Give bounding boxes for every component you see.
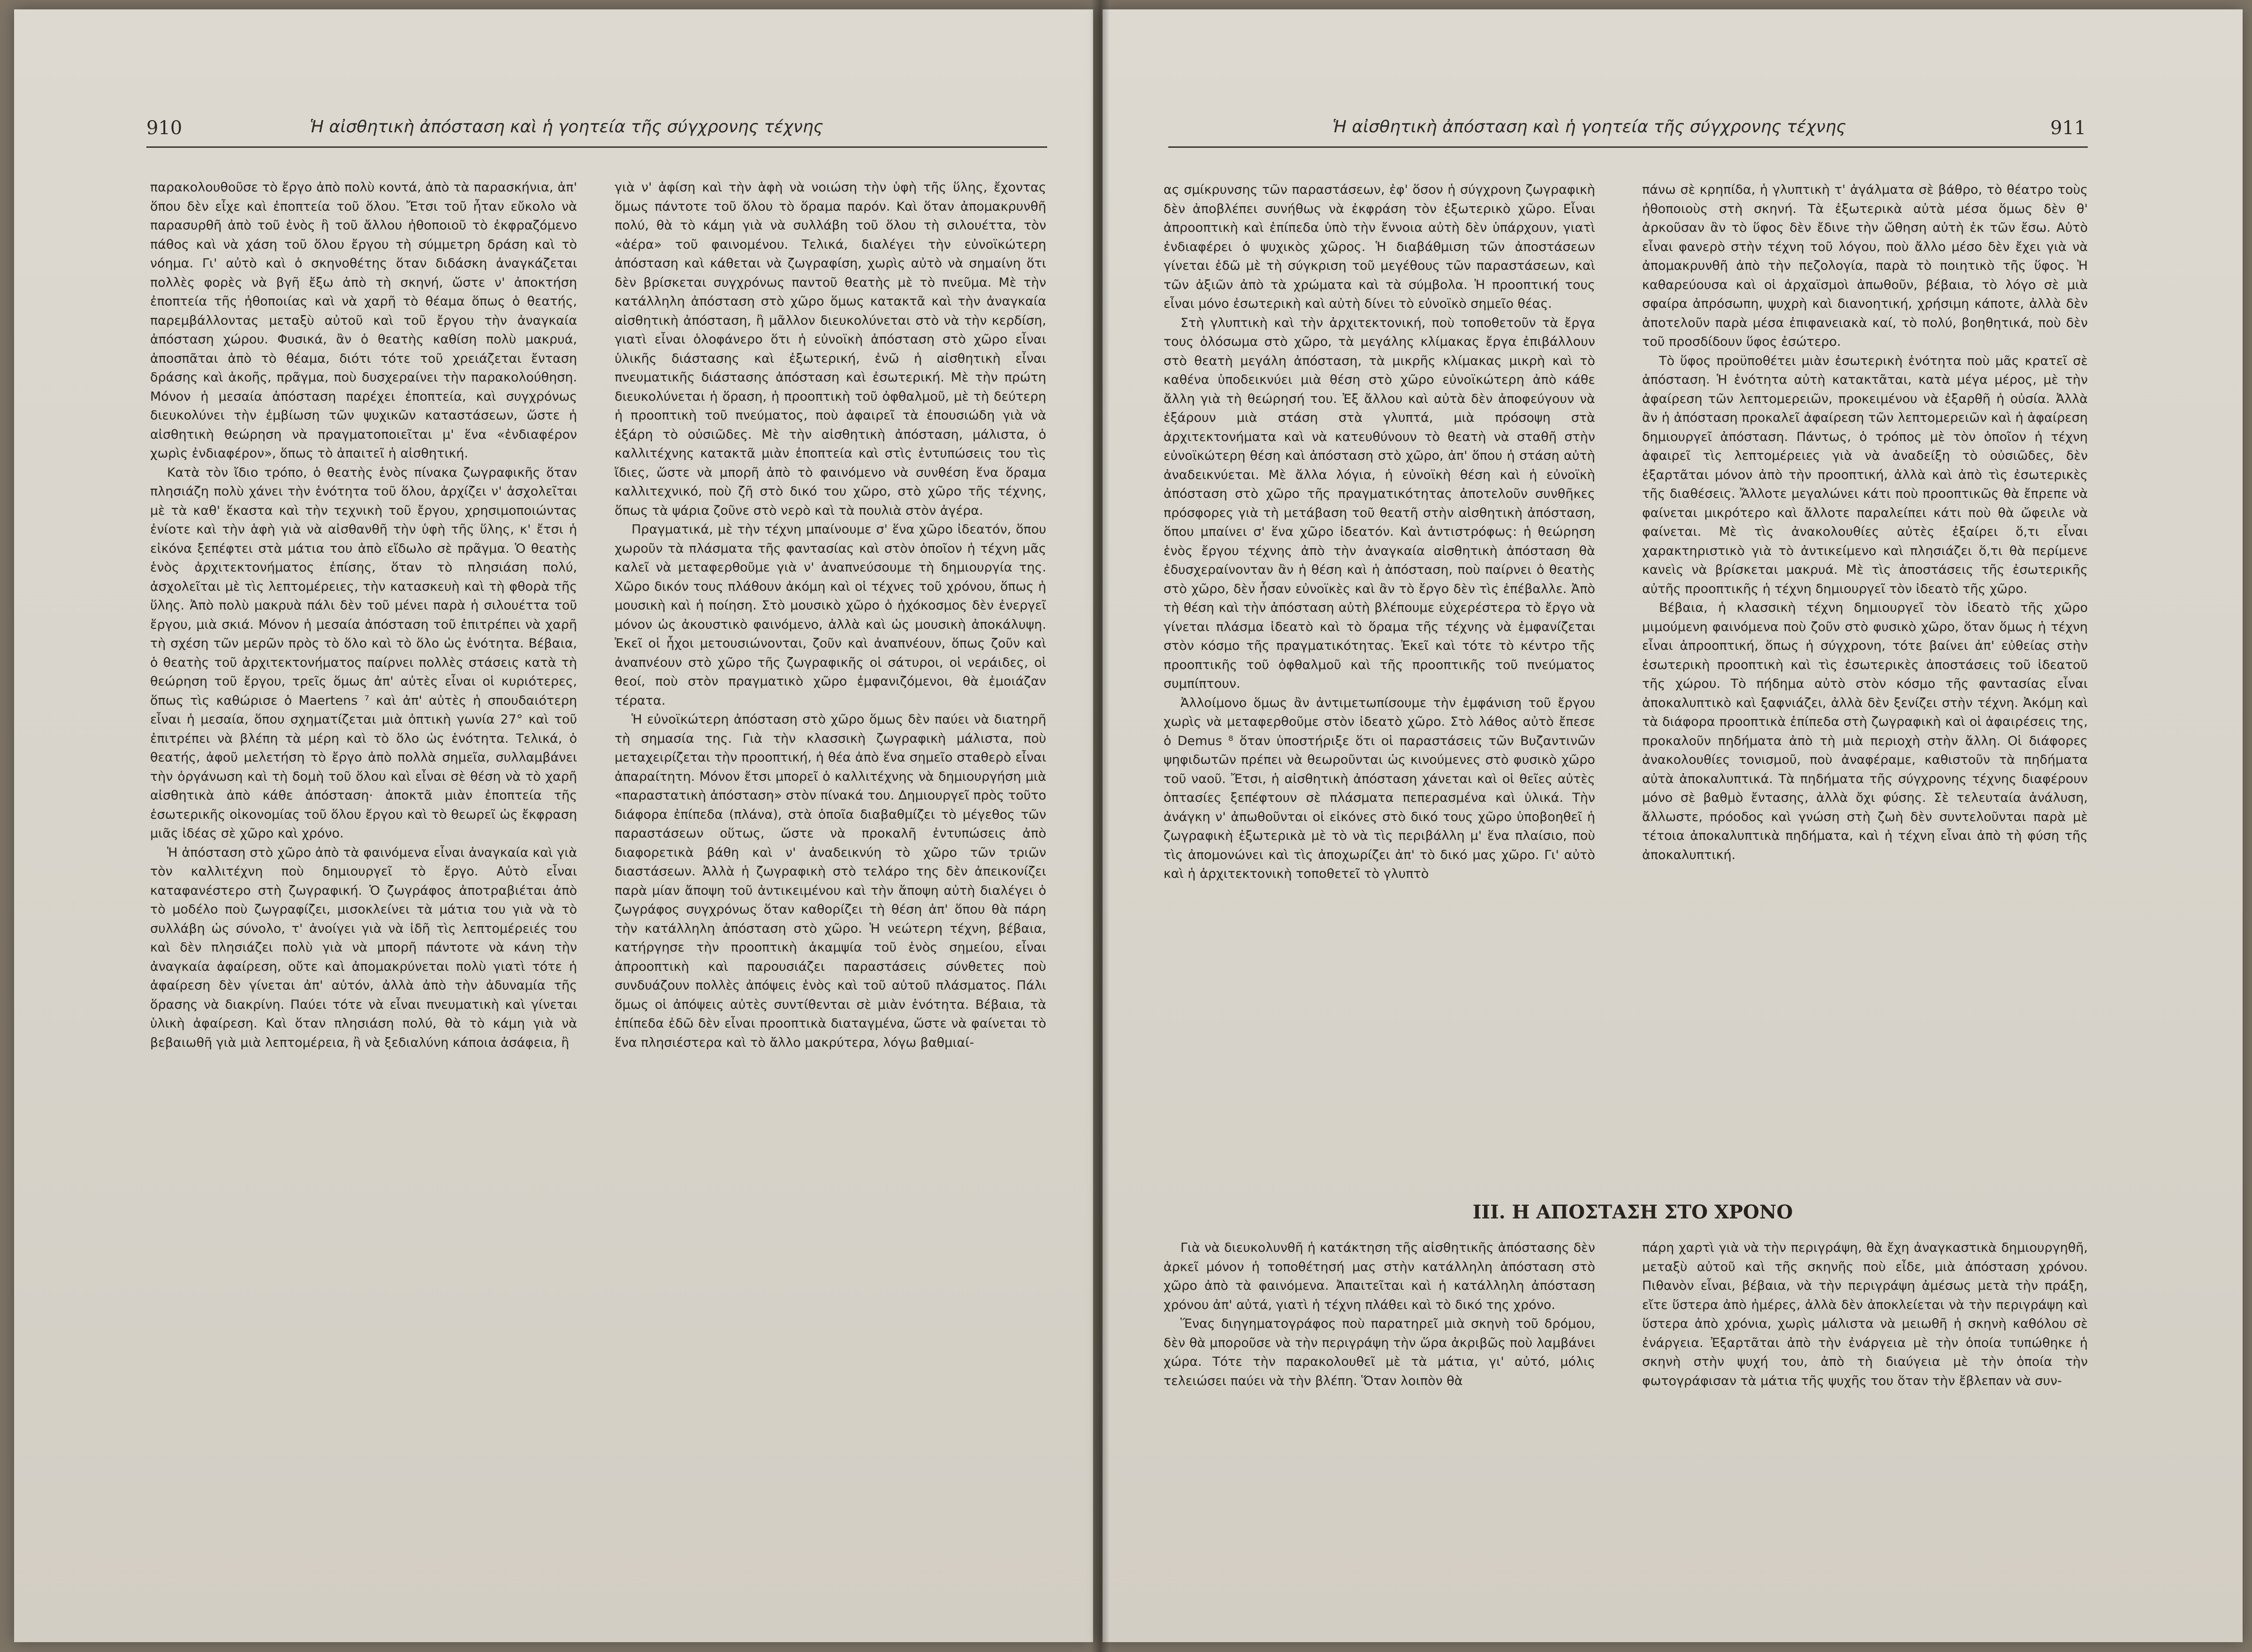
header-rule-right xyxy=(1168,146,2088,148)
header-rule-left xyxy=(146,146,1047,148)
paragraph: Γιὰ νὰ διευκολυνθῆ ἡ κατάκτηση τῆς αἰσθητικῆς ἀπόστασης δὲν ἀρκεῖ μόνον ἡ τοποθέτησή μας στὴν κατάλληλη ἀπόσταση στὸ χῶρο ἀπὸ τὰ φαινόμενα. Ἀπαιτεῖται καὶ ἡ κατάλληλη ἀπόσταση χρόνου ἀπ' αὐτά, γιατὶ ἡ τέχνη πλάθει καὶ τὸ δικό της χρόνο. xyxy=(1164,1241,1595,1312)
section-title: III. Η ΑΠΟΣΤΑΣΗ ΣΤΟ ΧΡΟΝΟ xyxy=(1472,1201,1793,1223)
paragraph: πάρη χαρτὶ γιὰ νὰ τὴν περιγράψη, θὰ ἔχη ἀναγκαστικὰ δημιουργηθῆ, μεταξὺ αὐτοῦ καὶ τῆς σκηνῆς ποὺ εἶδε, μιὰ ἀπόσταση χρόνου. Πιθανὸν εἶναι, βέβαια, νὰ τὴν περιγράψη ἀμέσως μετὰ τὴν πράξη, εἴτε ὕστερα ἀπὸ ἡμέρες, ἀλλὰ δὲν ἀποκλείεται νὰ τὴν περιγράψη καὶ ὕστερα ἀπὸ χρόνια, χωρὶς μάλιστα νὰ μειωθῆ ἡ σκηνὴ καθόλου σὲ ἐνάργεια. Ἐξαρτᾶται ἀπὸ τὴν ἐνάργεια μὲ τὴν ὁποία τυπώθηκε ἡ σκηνὴ στὴν ψυχή του, ἀπὸ τὴ διαύγεια μὲ τὴν ὁποία τὴν φωτογράφισαν τὰ μάτια τῆς ψυχῆς του ὅταν τὴν ἔβλεπαν νὰ συν- xyxy=(1642,1241,2088,1388)
page-number-right: 911 xyxy=(2050,117,2086,139)
paragraph: Κατὰ τὸν ἴδιο τρόπο, ὁ θεατὴς ἑνὸς πίνακα ζωγραφικῆς ὅταν πλησιάζη πολὺ χάνει τὴν ἑνότητα τοῦ ὅλου, ἀρχίζει ν' ἀσχολεῖται μὲ τὰ καθ' ἕκαστα καὶ τὴν τεχνικὴ τοῦ ἔργου, χρησιμοποιώντας ἐνίοτε καὶ τὴν ἁφὴ γιὰ νὰ αἰσθανθῆ τὴν ὑφὴ τῆς ὕλης, κ' ἔτσι ἡ εἰκόνα ξεπέφτει στὰ μάτια του ἀπὸ εἴδωλο σὲ πρᾶγμα. Ὁ θεατὴς ἑνὸς ἀρχιτεκτονήματος ἐπίσης, ὅταν τὸ πλησιάση πολύ, ἀσχολεῖται μὲ τὶς λεπτομέρειες, τὴν κατασκευὴ καὶ τὴ φθορὰ τῆς ὕλης. Ἀπὸ πολὺ μακρυὰ πάλι δὲν τοῦ μένει παρὰ ἡ σιλουέττα τοῦ ἔργου, μιὰ σκιά. Μόνον ἡ μεσαία ἀπόσταση τοῦ ἐπιτρέπει νὰ χαρῆ τὴ σχέση τῶν μερῶν πρὸς τὸ ὅλο καὶ τὸ ὅλο ὡς ἑνότητα. Βέβαια, ὁ θεατὴς τοῦ ἀρχιτεκτονήματος παίρνει πολλὲς στάσεις κατὰ τὴ θεώρηση τοῦ ἔργου, τρεῖς ὅμως ἀπ' αὐτὲς εἶναι οἱ κυριότερες, ὅπως τὶς καθώρισε ὁ Maertens ⁷ καὶ ἀπ' αὐτὲς ἡ σπουδαιότερη εἶναι ἡ μεσαία, ὅπου σχηματίζεται μιὰ ὀπτικὴ γωνία 27° καὶ τοῦ ἐπιτρέπει νὰ βλέπη τὰ μέρη καὶ τὸ ὅλο ὡς ἑνότητα. Τελικά, ὁ θεατής, ἀφοῦ μελετήση τὸ ἔργο ἀπὸ πολλὰ σημεῖα, συλλαμβάνει τὴν ὀργάνωση καὶ τὴ δομὴ τοῦ ὅλου καὶ εἶναι σὲ θέση νὰ τὸ χαρῆ αἰσθητικὰ ἀπὸ κάθε ἀπόσταση· ἀποκτᾶ μιὰν ἐποπτεία τῆς ἐσωτερικῆς οἰκονομίας τοῦ ὅλου ἔργου καὶ τὸ θεωρεῖ ὡς ἔκφραση μιᾶς ἰδέας σὲ χῶρο καὶ χρόνο. xyxy=(150,465,577,841)
running-head-right: Ἡ αἰσθητικὴ ἀπόσταση καὶ ἡ γοητεία τῆς σύγχρονης τέχνης xyxy=(1332,117,1846,137)
paragraph: Ἀλλοίμονο ὅμως ἂν ἀντιμετωπίσουμε τὴν ἐμφάνιση τοῦ ἔργου χωρὶς νὰ μεταφερθοῦμε στὸν ἰδεατὸ χῶρο. Στὸ λάθος αὐτὸ ἔπεσε ὁ Demus ⁸ ὅταν ὑποστήριξε ὅτι οἱ παραστάσεις τῶν Βυζαντινῶν ψηφιδωτῶν πρέπει νὰ θεωροῦνται ὡς κινούμενες στὸ φυσικὸ χῶρο τοῦ ναοῦ. Ἔτσι, ἡ αἰσθητικὴ ἀπόσταση χάνεται καὶ οἱ θεῖες αὐτὲς ὀπτασίες ξεπέφτουν σὲ πλάσματα πεπερασμένα καὶ ὑλικά. Τὴν ἀνάγκη ν' ἀπωθοῦνται οἱ εἰκόνες στὸ δικό τους χῶρο ὑποβοηθεῖ ἡ ζωγραφικὴ ἐξωτερικὰ μὲ τὸ νὰ τὶς περιβάλλη μ' ἕνα πλαίσιο, ποὺ τὶς ἀπομονώνει καὶ τὶς ἀποχωρίζει ἀπ' τὸ δικό μας χῶρο. Γι' αὐτὸ καὶ ἡ ἀρχιτεκτονικὴ τοποθετεῖ τὸ γλυπτὸ xyxy=(1164,695,1595,881)
paragraph: γιὰ ν' ἀφίση καὶ τὴν ἁφὴ νὰ νοιώση τὴν ὑφὴ τῆς ὕλης, ἔχοντας ὅμως πάντοτε τοῦ ὅλου τὸ ὅραμα παρόν. Καὶ ὅταν ἀπομακρυνθῆ πολύ, θὰ τὸ κάμη γιὰ νὰ συλλάβη τοῦ ὅλου τὴ σιλουέττα, τὸν «ἀέρα» τοῦ φαινομένου. Τελικά, διαλέγει τὴν εὐνοϊκώτερη ἀπόσταση καὶ κάθεται νὰ ζωγραφίση, χωρὶς αὐτὸ νὰ σημαίνη ὅτι δὲν βρίσκεται συγχρόνως παντοῦ θεατὴς μὲ τὸ πνεῦμα. Μὲ τὴν κατάλληλη ἀπόσταση στὸ χῶρο ὅμως κατακτᾶ καὶ τὴν ἀναγκαία αἰσθητικὴ ἀπόσταση, ἢ μᾶλλον διευκολύνεται στὸ νὰ τὴν κερδίση, γιατὶ εἶναι ὁλοφάνερο ὅτι ἡ εὐνοϊκὴ ἀπόσταση στὸ χῶρο εἶναι ὑλικῆς διάστασης καὶ ἐξωτερική, ἐνῶ ἡ αἰσθητικὴ εἶναι πνευματικῆς διάστασης ἀπόσταση καὶ ἐσωτερική. Μὲ τὴν πρώτη διευκολύνεται ἡ ὅραση, ἡ προοπτικὴ τοῦ ὀφθαλμοῦ, μὲ τὴ δεύτερη ἡ προοπτικὴ τοῦ πνεύματος, ποὺ ἀφαιρεῖ τὰ ἐπουσιώδη γιὰ νὰ ἐξάρη τὸ οὐσιῶδες. Μὲ τὴν αἰσθητικὴ ἀπόσταση, μάλιστα, ὁ καλλιτέχνης κατακτᾶ μιὰν ἐποπτεία καὶ στὶς ἐντυπώσεις του τὶς ἴδιες, ὥστε νὰ μπορῆ ἀπὸ τὸ φαινόμενο νὰ συνθέση ἕνα ὅραμα καλλιτεχνικό, ποὺ ζῆ στὸ δικό του χῶρο, στὸ χῶρο τῆς τέχνης, ὅπως τὰ ψάρια ζοῦνε στὸ νερὸ καὶ τὰ πουλιὰ στὸν ἀγέρα. xyxy=(615,180,1046,518)
paragraph: Βέβαια, ἡ κλασσικὴ τέχνη δημιουργεῖ τὸν ἰδεατὸ τῆς χῶρο μιμούμενη φαινόμενα ποὺ ζοῦν στὸ φυσικὸ χῶρο, ὅταν ὅμως ἡ τέχνη εἶναι ἀπροοπτική, ὅπως ἡ σύγχρονη, τότε βαίνει ἀπ' εὐθείας στὴν ἐσωτερικὴ προοπτικὴ καὶ τὶς ἐσωτερικὲς ἀποστάσεις τοῦ ἰδεατοῦ τῆς χώρου. Τὸ πήδημα αὐτὸ στὸν κόσμο τῆς φαντασίας εἶναι ἀποκαλυπτικὸ καὶ ξαφνιάζει, ἀλλὰ δὲν ξενίζει στὴν τέχνη. Ἀκόμη καὶ τὰ διάφορα προοπτικὰ ἐπίπεδα στὴ ζωγραφικὴ καὶ οἱ ἀφαιρέσεις της, προκαλοῦν πηδήματα ἀπὸ τὴ μιὰ περιοχὴ στὴν ἄλλη. Οἱ διάφορες ἀνακολουθίες τονισμοῦ, ποὺ ἀναφέραμε, καθιστοῦν τὰ πηδήματα αὐτὰ ἀποκαλυπτικά. Τὰ πηδήματα τῆς σύγχρονης τέχνης διαφέρουν μόνο σὲ βαθμὸ ἔντασης, ἀλλὰ ὄχι φύσης. Σὲ τελευταία ἀνάλυση, ἄλλωστε, πρόοδος καὶ γνώση στὴ ζωὴ δὲν συντελοῦνται παρὰ μὲ τέτοια ἀποκαλυπτικὰ πηδήματα, καὶ ἡ τέχνη εἶναι ἀπὸ τὴ φύση τῆς ἀποκαλυπτική. xyxy=(1642,601,2088,862)
left-column-2 xyxy=(615,178,1046,1052)
paragraph: Τὸ ὕφος προϋποθέτει μιὰν ἐσωτερικὴ ἑνότητα ποὺ μᾶς κρατεῖ σὲ ἀπόσταση. Ἡ ἑνότητα αὐτὴ κατακτᾶται, κατὰ μέγα μέρος, μὲ τὴν ἀφαίρεση τῶν λεπτομερειῶν, προκειμένου νὰ ἐξαρθῆ ἡ οὐσία. Ἀλλὰ ἂν ἡ ἀπόσταση προκαλεῖ ἀφαίρεση τῶν λεπτομερειῶν καὶ ἡ ἀφαίρεση δημιουργεῖ ἀπόσταση. Πάντως, ὁ τρόπος μὲ τὸν ὁποῖον ἡ τέχνη ἀφαιρεῖ τὶς λεπτομέρειες γιὰ νὰ ἀναδείξη τὸ οὐσιῶδες, δὲν ἐξαρτᾶται μόνον ἀπὸ τὴν προοπτική, ἀλλὰ καὶ ἀπὸ τὶς ἐσωτερικὲς τῆς διαθέσεις. Ἄλλοτε μεγαλώνει κάτι ποὺ προοπτικῶς θὰ ἔπρεπε νὰ φαίνεται μικρότερο καὶ ἄλλοτε παραλείπει κάτι ποὺ θὰ ὤφειλε νὰ φαίνεται. Μὲ τὶς ἀνακολουθίες αὐτὲς ἐξαίρει ὅ,τι εἶναι χαρακτηριστικὸ γιὰ τὸ ἀντικείμενο καὶ πλησιάζει ὅ,τι θὰ περίμενε κανεὶς νὰ βρίσκεται μακρυά. Μὲ τὶς ἀποστάσεις τῆς ἐσωτερικῆς αὐτῆς προοπτικῆς ἡ τέχνη δημιουργεῖ τὸν ἰδεατὸ τῆς χῶρο. xyxy=(1642,353,2088,596)
paragraph: Ἕνας διηγηματογράφος ποὺ παρατηρεῖ μιὰ σκηνὴ τοῦ δρόμου, δὲν θὰ μποροῦσε νὰ τὴν περιγράψη τὴν ὥρα ἀκριβῶς ποὺ λαμβάνει χώρα. Τότε τὴν παρακολουθεῖ μὲ τὰ μάτια, γι' αὐτό, μόλις τελειώσει παύει νὰ τὴν βλέπη. Ὅταν λοιπὸν θὰ xyxy=(1164,1317,1595,1388)
paragraph: Ἡ ἀπόσταση στὸ χῶρο ἀπὸ τὰ φαινόμενα εἶναι ἀναγκαία καὶ γιὰ τὸν καλλιτέχνη ποὺ δημιουργεῖ τὸ ἔργο. Αὐτὸ εἶναι καταφανέστερο στὴ ζωγραφική. Ὁ ζωγράφος ἀποτραβιέται ἀπὸ τὸ μοδέλο ποὺ ζωγραφίζει, μισοκλείνει τὰ μάτια του γιὰ νὰ τὸ συλλάβη ὡς σύνολο, τ' ἀνοίγει γιὰ νὰ ἰδῆ τὶς λεπτομέρειές του καὶ δὲν πλησιάζει πολὺ γιὰ νὰ μπορῆ πάντοτε νὰ κάνη τὴν ἀναγκαία ἀφαίρεση, οὔτε καὶ ἀπομακρύνεται πολὺ γιατὶ τότε ἡ ἀφαίρεση δὲν γίνεται ἀπ' αὐτόν, ἀλλὰ ἀπὸ τὴν ἀδυναμία τῆς ὅρασης νὰ διακρίνη. Παύει τότε νὰ εἶναι πνευματικὴ καὶ γίνεται ὑλικὴ ἀφαίρεση. Καὶ ὅταν πλησιάση πολύ, θὰ τὸ κάμη γιὰ νὰ βεβαιωθῆ γιὰ μιὰ λεπτομέρεια, ἢ νὰ ξεδιαλύνη κάποια ἀσάφεια, ἢ xyxy=(150,845,577,1050)
right-column-1-bottom xyxy=(1164,1239,1595,1391)
running-head-left: Ἡ αἰσθητικὴ ἀπόσταση καὶ ἡ γοητεία τῆς σύγχρονης τέχνης xyxy=(310,117,823,137)
paragraph: ας σμίκρυνσης τῶν παραστάσεων, ἐφ' ὅσον ἡ σύγχρονη ζωγραφικὴ δὲν ἀποβλέπει συνήθως νὰ ἐκφράση τὸν ἐξωτερικὸ χῶρο. Εἶναι ἀπροοπτικὴ καὶ ἐπίπεδα ὑπὸ τὴν ἔννοια αὐτὴ δὲν ὑπάρχουν, γιατὶ ἐνδιαφέρει ὁ ψυχικὸς χῶρος. Ἡ διαβάθμιση τῶν ἀποστάσεων γίνεται ἐδῶ μὲ τὴ σύγκριση τοῦ μεγέθους τῶν παραστάσεων, καὶ τῶν ἀξιῶν ἀπὸ τὰ χρώματα καὶ τὰ σύμβολα. Ἡ προοπτική τους εἶναι μόνο ἐσωτερικὴ καὶ αὐτὴ δίνει τὸ εὐνοϊκὸ σημεῖο θέας. xyxy=(1164,183,1595,311)
right-column-2 xyxy=(1642,181,2088,865)
paragraph: Στὴ γλυπτικὴ καὶ τὴν ἀρχιτεκτονική, ποὺ τοποθετοῦν τὰ ἔργα τους ὁλόσωμα στὸ χῶρο, τὰ μεγάλης κλίμακας ἔργα ἐπιβάλλουν στὸ θεατὴ μεγάλη ἀπόσταση, τὰ μικρῆς κλίμακας μικρὴ καὶ τὸ καθένα ὑποδεικνύει μιὰ θέση στὸ χῶρο εὐνοϊκώτερη ἀπὸ κάθε ἄλλη γιὰ τὴ θεώρησή του. Ἐξ ἄλλου καὶ αὐτὰ δὲν ἀποφεύγουν νὰ ἐξάρουν μιὰ στάση στὰ γλυπτά, μιὰ πρόσοψη στὰ ἀρχιτεκτονήματα καὶ νὰ κατευθύνουν τὸ θεατὴ νὰ σταθῆ στὴν εὐνοϊκώτερη θέση καὶ ἀπόσταση στὸ χῶρο, ἀπ' ὅπου ἡ στάση αὐτὴ ἀναδεικνύεται. Μὲ ἄλλα λόγια, ἡ εὐνοϊκὴ θέση καὶ ἡ εὐνοϊκὴ ἀπόσταση στὸ χῶρο τῆς πραγματικότητας ἀποτελοῦν συνθῆκες πρόσφορες γιὰ τὴ μετάβαση τοῦ θεατῆ στὴν αἰσθητικὴ ἀπόσταση, ὅπου μπαίνει σ' ἕνα χῶρο ἰδεατόν. Καὶ ἀντιστρόφως: ἡ θεώρηση ἑνὸς ἔργου τέχνης ἀπὸ τὴν ἀναγκαία αἰσθητικὴ ἀπόσταση θὰ ἐδυσχεραίνονταν ἂν ἡ θέση καὶ ἡ ἀπόσταση, ποὺ παίρνει ὁ θεατὴς στὸ χῶρο, δὲν ἦσαν εὐνοϊκὲς καὶ ἂν τὸ ἔργο δὲν τὶς ἐπέβαλλε. Ἀπὸ τὴ θέση καὶ τὴν ἀπόσταση αὐτὴ βλέπουμε εὐχερέστερα τὸ ἔργο νὰ γίνεται πλάσμα ἰδεατὸ καὶ τὸ ὅραμα τῆς τέχνης νὰ ἐμφανίζεται στὸν κόσμο τῆς πραγματικότητας. Ἐκεῖ καὶ τότε τὸ κέντρο τῆς προοπτικῆς τοῦ ὀφθαλμοῦ καὶ τῆς προοπτικῆς τοῦ πνεύματος συμπίπτουν. xyxy=(1164,315,1595,691)
paragraph: παρακολουθοῦσε τὸ ἔργο ἀπὸ πολὺ κοντά, ἀπὸ τὰ παρασκήνια, ἀπ' ὅπου δὲν εἶχε καὶ ἐποπτεία τοῦ ὅλου. Ἔτσι τοῦ ἦταν εὔκολο νὰ παρασυρθῆ ἀπὸ τοῦ ἑνὸς ἢ τοῦ ἄλλου ἠθοποιοῦ τὸ ἐκφραζόμενο πάθος καὶ νὰ χάση τοῦ ὅλου ἔργου τὴ σύμμετρη δράση καὶ τὸ νόημα. Γι' αὐτὸ καὶ ὁ σκηνοθέτης ὅταν διδάσκη ἀναγκάζεται πολλὲς φορὲς νὰ βγῆ ἔξω ἀπὸ τὴ σκηνή, ὥστε ν' ἀποκτήση ἐποπτεία τῆς ἠθοποιίας καὶ νὰ χαρῆ τὸ θέαμα ὅπως ὁ θεατής, παρεμβάλλοντας μεταξὺ αὐτοῦ καὶ τοῦ ἔργου τὴν ἀναγκαία ἀπόσταση χώρου. Φυσικά, ἂν ὁ θεατὴς καθίση πολὺ μακρυά, ἀποσπᾶται ἀπὸ τὸ θέαμα, διότι τότε τοῦ χρειάζεται ἔνταση δράσης καὶ ἀκοῆς, πρᾶγμα, ποὺ δυσχεραίνει τὴν παρακολούθηση. Μόνον ἡ μεσαία ἀπόσταση παρέχει ἐποπτεία, καὶ συγχρόνως διευκολύνει τὴν ἐμβίωση τῶν ψυχικῶν καταστάσεων, ὥστε ἡ αἰσθητικὴ θεώρηση νὰ πραγματοποιεῖται μ' ἕνα «ἐνδιαφέρον χωρὶς ἐνδιαφέρον», ὅπως τὸ ἀπαιτεῖ ἡ αἰσθητική. xyxy=(150,180,577,461)
left-column-1 xyxy=(150,178,577,1052)
paragraph: πάνω σὲ κρηπίδα, ἡ γλυπτικὴ τ' ἀγάλματα σὲ βάθρο, τὸ θέατρο τοὺς ἠθοποιοὺς στὴ σκηνή. Τὰ ἐξωτερικὰ αὐτὰ μέσα ὅμως δὲν θ' ἀρκοῦσαν ἂν τὸ ὕφος δὲν ἔδινε τὴν ὤθηση αὐτὴ ἐκ τῶν ἔσω. Αὐτὸ εἶναι φανερὸ στὴν τέχνη τοῦ λόγου, ποὺ ἄλλο μέσο δὲν ἔχει γιὰ νὰ ἀπομακρυνθῆ ἀπὸ τὴν πεζολογία, παρὰ τὸ ποιητικὸ τῆς ὕφος. Ἡ καθαρεύουσα καὶ οἱ ἀρχαϊσμοὶ ἀπωθοῦν, βέβαια, τὸ λόγο σὲ μιὰ σφαίρα ἀπρόσωπη, ψυχρὴ καὶ διανοητική, χρήσιμη κάποτε, ἀλλὰ δὲν ἀποτελοῦν παρὰ μέσα ἐπιφανειακὰ καί, τὸ πολύ, βοηθητικά, ποὺ δὲν τοῦ προσδίδουν ὕφος ἐσώτερο. xyxy=(1642,183,2088,349)
right-column-1 xyxy=(1164,181,1595,884)
paragraph: Πραγματικά, μὲ τὴν τέχνη μπαίνουμε σ' ἕνα χῶρο ἰδεατόν, ὅπου χωροῦν τὰ πλάσματα τῆς φαντασίας καὶ στὸν ὁποῖον ἡ τέχνη μᾶς καλεῖ νὰ μεταφερθοῦμε γιὰ ν' ἀναπνεύσουμε τὴ δημιουργία της. Χῶρο δικόν τους πλάθουν ἀκόμη καὶ οἱ τέχνες τοῦ χρόνου, ὅπως ἡ μουσικὴ καὶ ἡ ποίηση. Στὸ μουσικὸ χῶρο ὁ ἠχόκοσμος δὲν ἐνεργεῖ μόνον ὡς ἀκουστικὸ φαινόμενο, ἀλλὰ καὶ ὡς μουσικὴ ἀποκάλυψη. Ἐκεῖ οἱ ἦχοι μετουσιώνονται, ζοῦν καὶ ἀναπνέουν, ὅπως ζοῦν καὶ ἀναπνέουν στὸ χῶρο τῆς ζωγραφικῆς οἱ σάτυροι, οἱ νεράιδες, οἱ θεοί, ποὺ στὸν πραγματικὸ χῶρο ἐμφανιζόμενοι, θὰ ἐμοιάζαν τέρατα. xyxy=(615,522,1046,708)
right-column-2-bottom xyxy=(1642,1239,2088,1391)
book-gutter xyxy=(1091,0,1110,1652)
page-number-left: 910 xyxy=(146,117,183,139)
paragraph: Ἡ εὐνοϊκώτερη ἀπόσταση στὸ χῶρο ὅμως δὲν παύει νὰ διατηρῆ τὴ σημασία της. Γιὰ τὴν κλασσικὴ ζωγραφικὴ μάλιστα, ποὺ μεταχειρίζεται τὴν προοπτική, ἡ θέα ἀπὸ ἕνα σημεῖο σταθερὸ εἶναι ἀπαραίτητη. Μόνον ἔτσι μπορεῖ ὁ καλλιτέχνης νὰ δημιουργήση μιὰ «παραστατικὴ ἀπόσταση» στὸν πίνακά του. Δημιουργεῖ πρὸς τοῦτο διάφορα ἐπίπεδα (πλάνα), στὰ ὁποῖα διαβαθμίζει τὸ μέγεθος τῶν παραστάσεων οὕτως, ὥστε νὰ προκαλῆ ἐντυπώσεις ἀπὸ διαφορετικὰ βάθη καὶ ν' ἀναδεικνύη τὸ χῶρο τῶν τριῶν διαστάσεων. Ἀλλὰ ἡ ζωγραφικὴ στὸ τελάρο της δὲν ἀπεικονίζει παρὰ μίαν ἄποψη τοῦ ἀντικειμένου καὶ τὴν ἄποψη αὐτὴ διαλέγει ὁ ζωγράφος συγχρόνως ὅταν καθορίζει τὴ θέση ἀπ' ὅπου θὰ πάρη τὴν κατάλληλη ἀπόσταση στὸ χῶρο. Ἡ νεώτερη τέχνη, βέβαια, κατήργησε τὴν προοπτικὴ ἀκαμψία τοῦ ἑνὸς σημείου, εἶναι ἀπροοπτικὴ καὶ παρουσιάζει παραστάσεις σύνθετες ποὺ συνδυάζουν πολλὲς ἀπόψεις ἑνὸς καὶ τοῦ αὐτοῦ πλάσματος. Πάλι ὅμως οἱ ἀπόψεις αὐτὲς συντίθενται σὲ μιὰν ἑνότητα. Βέβαια, τὰ ἐπίπεδα ἐδῶ δὲν εἶναι προοπτικὰ διαταγμένα, ὥστε νὰ φαίνεται τὸ ἕνα πλησιέστερα καὶ τὸ ἄλλο μακρύτερα, λόγω βαθμιαί- xyxy=(615,712,1046,1050)
